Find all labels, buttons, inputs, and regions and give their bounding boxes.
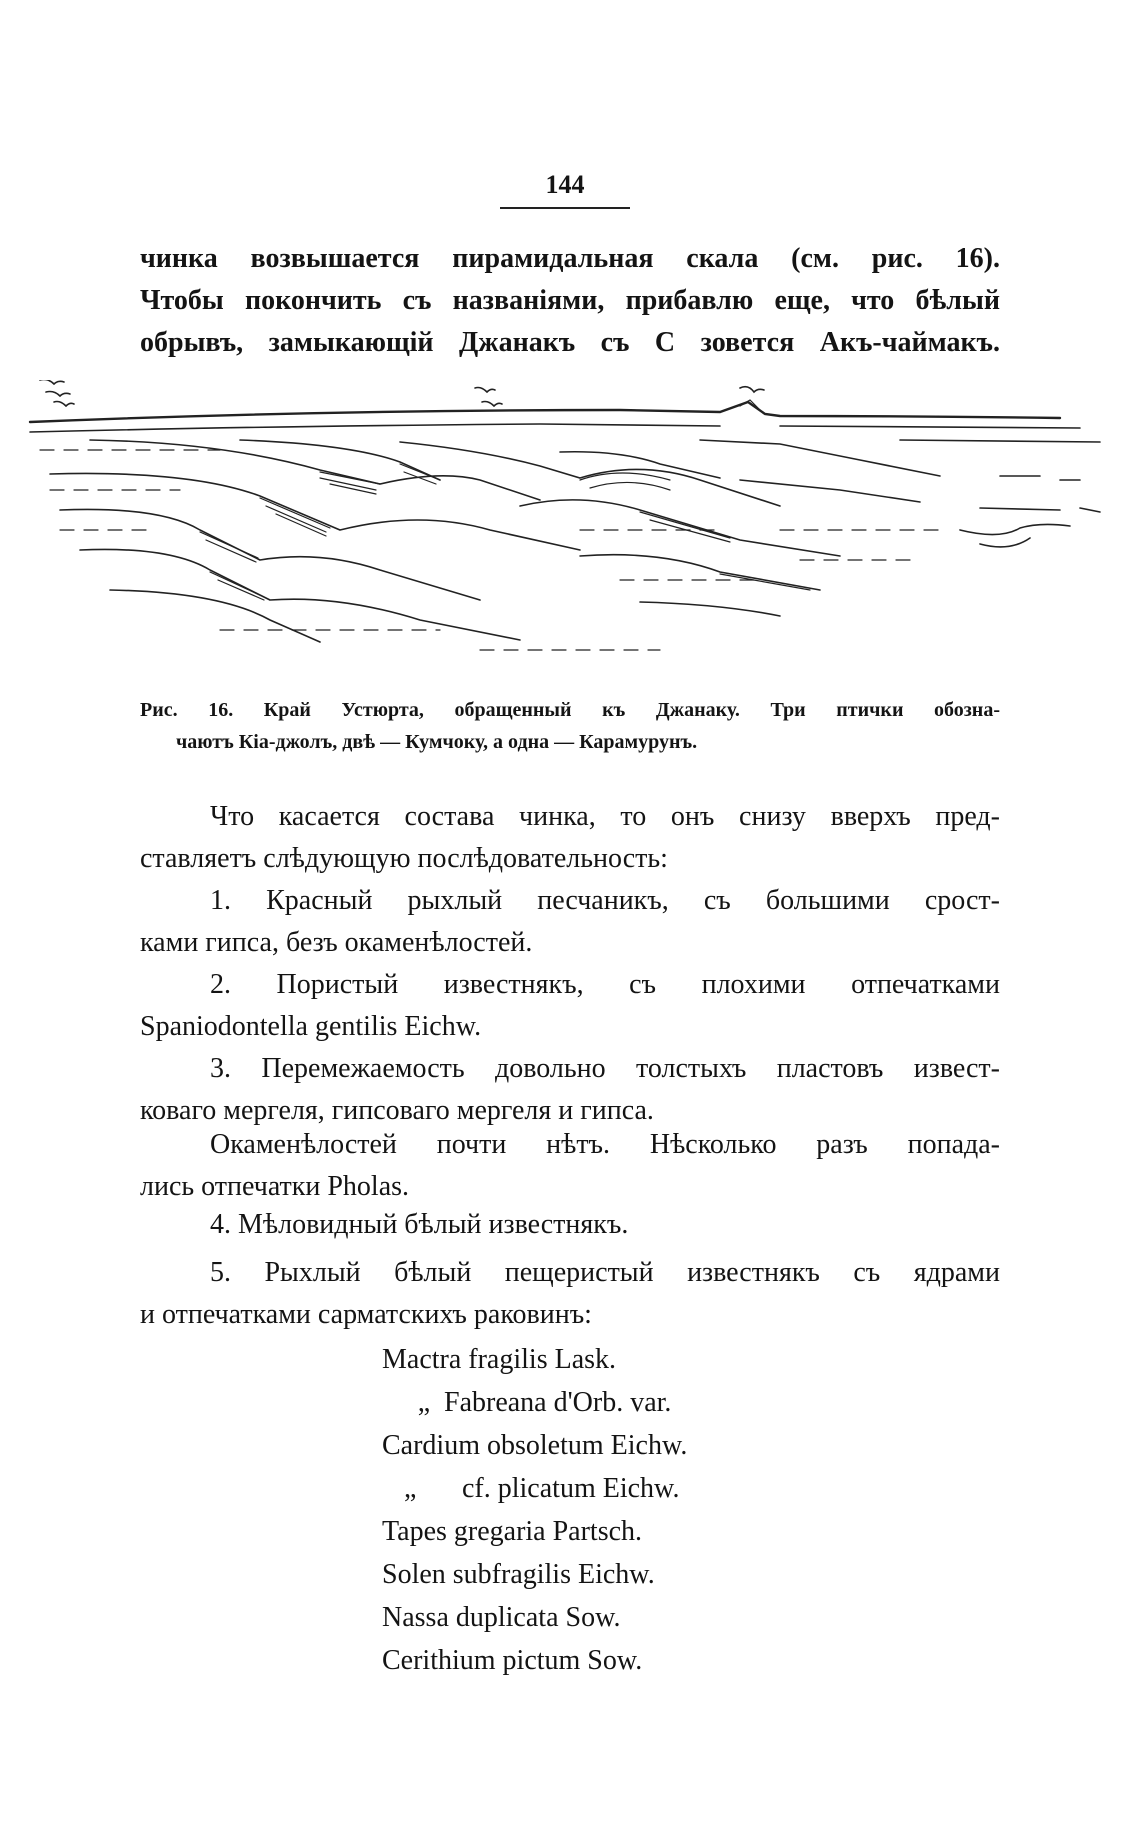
list-item bbox=[140, 964, 1000, 1048]
species-name: Mactra fragilis Lask. bbox=[382, 1344, 617, 1375]
figure-caption bbox=[140, 694, 1000, 758]
bird-icon bbox=[54, 402, 74, 407]
species-name: cf. plicatum Eichw. bbox=[462, 1473, 680, 1504]
item-line: 2. Пористый известнякъ, съ плохими отпечатками bbox=[210, 969, 1000, 1000]
species-name: Nassa duplicata Sow. bbox=[382, 1602, 621, 1633]
species-item bbox=[382, 1467, 882, 1510]
species-item bbox=[382, 1596, 882, 1639]
item-line: Окаменѣлостей почти нѣтъ. Нѣсколько разъ попада- bbox=[210, 1129, 1000, 1160]
intro-line: обрывъ, замыкающій Джанакъ съ С зовется Акъ-чаймакъ. bbox=[140, 327, 1000, 358]
cliff-sketch-figure bbox=[20, 380, 1130, 680]
list-item bbox=[140, 1048, 1000, 1132]
section-line: Что касается состава чинка, то онъ снизу вверхъ пред- bbox=[210, 801, 1000, 832]
section-paragraph bbox=[140, 796, 1000, 880]
ditto-mark: „ bbox=[417, 1387, 431, 1418]
species-item bbox=[382, 1553, 882, 1596]
species-item bbox=[382, 1510, 882, 1553]
item-line: ками гипса, безъ окаменѣлостей. bbox=[140, 927, 533, 958]
species-name: Cardium obsoletum Eichw. bbox=[382, 1430, 688, 1461]
item-line: 4. Мѣловидный бѣлый известнякъ. bbox=[210, 1209, 629, 1240]
item-line: 5. Рыхлый бѣлый пещеристый известнякъ съ ядрами bbox=[210, 1257, 1000, 1288]
section-line: ставляетъ слѣдующую послѣдовательность: bbox=[140, 843, 668, 874]
list-item bbox=[140, 1124, 1000, 1208]
item-line: Spaniodontella gentilis Eichw. bbox=[140, 1011, 482, 1042]
item-line: лись отпечатки Pholas. bbox=[140, 1171, 410, 1202]
species-item bbox=[382, 1338, 882, 1381]
species-name: Fabreana d'Orb. var. bbox=[444, 1387, 672, 1418]
list-item bbox=[140, 1204, 1000, 1246]
bird-icon bbox=[46, 392, 70, 397]
species-name: Cerithium pictum Sow. bbox=[382, 1645, 643, 1676]
bird-icon bbox=[40, 380, 64, 384]
caption-line: Рис. 16. Край Устюрта, обращенный къ Джанаку. Три птички обозна- bbox=[140, 699, 1000, 721]
species-item bbox=[382, 1381, 882, 1424]
species-name: Tapes gregaria Partsch. bbox=[382, 1516, 643, 1547]
caption-line: чаютъ Кіа-джолъ, двѣ — Кумчоку, а одна — Карамурунъ. bbox=[176, 731, 698, 753]
list-item bbox=[140, 1252, 1000, 1336]
species-item bbox=[382, 1424, 882, 1467]
intro-paragraph bbox=[140, 238, 1000, 364]
bird-icon bbox=[475, 388, 495, 393]
ditto-mark: „ bbox=[404, 1473, 417, 1504]
item-line: и отпечатками сарматскихъ раковинъ: bbox=[140, 1299, 592, 1330]
intro-line: чинка возвышается пирамидальная скала (см. рис. 16). bbox=[140, 243, 1000, 274]
item-line: 3. Перемежаемость довольно толстыхъ пластовъ извест- bbox=[210, 1053, 1000, 1084]
species-name: Solen subfragilis Eichw. bbox=[382, 1559, 655, 1590]
page-number: 144 bbox=[545, 170, 585, 199]
item-line: коваго мергеля, гипсоваго мергеля и гипса. bbox=[140, 1095, 654, 1126]
bird-icon bbox=[482, 402, 502, 407]
intro-line: Чтобы покончить съ названіями, прибавлю еще, что бѣлый bbox=[140, 285, 1000, 316]
page-number-rule bbox=[500, 207, 630, 209]
species-list bbox=[382, 1338, 882, 1682]
species-item bbox=[382, 1639, 882, 1682]
list-item bbox=[140, 880, 1000, 964]
item-line: 1. Красный рыхлый песчаникъ, съ большими срост- bbox=[210, 885, 1000, 916]
bird-icon bbox=[740, 387, 764, 392]
